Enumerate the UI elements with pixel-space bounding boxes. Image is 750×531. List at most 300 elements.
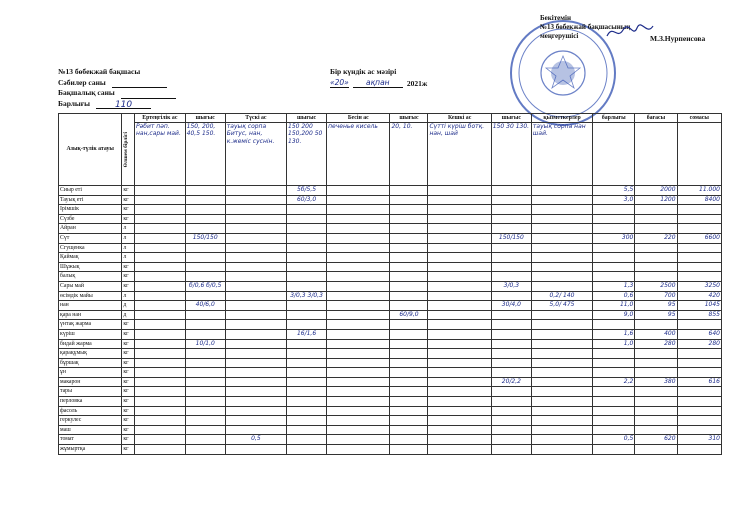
product-name: Сүзбе	[59, 214, 122, 224]
meal-cell	[491, 339, 531, 349]
meal-cell	[135, 435, 186, 445]
meal-cell	[225, 301, 286, 311]
unit-cell: л	[122, 291, 135, 301]
date-year: 2021ж	[406, 79, 428, 88]
meal-cell	[390, 368, 428, 378]
table-row	[59, 224, 722, 234]
sum-cell: 8400	[677, 195, 721, 205]
meal-cell	[531, 339, 592, 349]
unit-cell: кг	[122, 272, 135, 282]
meal-cell	[428, 233, 491, 243]
sum-cell	[677, 243, 721, 253]
price-cell	[635, 358, 677, 368]
meal-cell: 60/9,0	[390, 310, 428, 320]
meal-cell	[531, 377, 592, 387]
meal-cell	[225, 224, 286, 234]
price-cell	[635, 416, 677, 426]
price-cell	[635, 224, 677, 234]
price-cell	[635, 253, 677, 263]
product-name: жұмыртқа	[59, 445, 122, 455]
meal-cell	[390, 214, 428, 224]
meal-cell	[428, 358, 491, 368]
meal-cell	[135, 320, 186, 330]
meal-cell	[491, 406, 531, 416]
meal-cell	[225, 233, 286, 243]
meal-cell	[531, 368, 592, 378]
price-cell: 380	[635, 377, 677, 387]
meal-cell	[327, 445, 390, 455]
product-name: Тауық еті	[59, 195, 122, 205]
table-row	[59, 214, 722, 224]
product-name: тары	[59, 387, 122, 397]
unit-cell: кг	[122, 329, 135, 339]
meal-cell	[428, 368, 491, 378]
meal-cell	[491, 186, 531, 196]
product-name: бидай жарма	[59, 339, 122, 349]
price-cell: 2000	[635, 186, 677, 196]
dish-price-blank	[635, 123, 677, 186]
meal-cell	[491, 349, 531, 359]
meal-cell	[428, 435, 491, 445]
total-cell	[593, 397, 635, 407]
meal-cell	[135, 349, 186, 359]
meal-cell	[531, 320, 592, 330]
unit-cell: кг	[122, 358, 135, 368]
meal-cell	[491, 445, 531, 455]
total-cell	[593, 387, 635, 397]
sum-cell	[677, 349, 721, 359]
meal-cell	[491, 435, 531, 445]
price-cell	[635, 425, 677, 435]
meal-cell	[531, 329, 592, 339]
total-cell: 1,6	[593, 329, 635, 339]
group-count-line	[112, 79, 167, 88]
meal-cell	[327, 301, 390, 311]
group-count-label: Сәбилер саны	[58, 77, 106, 87]
meal-cell	[531, 406, 592, 416]
meal-cell	[491, 291, 531, 301]
meal-cell	[491, 425, 531, 435]
meal-cell	[135, 397, 186, 407]
unit-cell: кг	[122, 262, 135, 272]
meal-cell	[185, 262, 225, 272]
meal-cell	[491, 310, 531, 320]
meal-cell	[287, 243, 327, 253]
meal-cell	[287, 406, 327, 416]
meal-cell	[135, 233, 186, 243]
meal-cell	[185, 406, 225, 416]
meal-cell	[327, 262, 390, 272]
price-cell	[635, 243, 677, 253]
price-cell: 400	[635, 329, 677, 339]
total-cell	[593, 262, 635, 272]
meal-cell	[185, 195, 225, 205]
total-cell	[593, 406, 635, 416]
meal-cell	[390, 205, 428, 215]
col-header-unit-text: Өлшем бірлігі	[123, 131, 130, 168]
price-cell	[635, 445, 677, 455]
price-cell	[635, 262, 677, 272]
meal-cell	[185, 329, 225, 339]
meal-cell	[428, 425, 491, 435]
meal-cell	[491, 205, 531, 215]
table-row	[59, 253, 722, 263]
meal-cell	[428, 262, 491, 272]
meal-cell	[531, 233, 592, 243]
col-header-price: бағасы	[635, 114, 677, 123]
meal-cell	[428, 224, 491, 234]
price-cell	[635, 205, 677, 215]
product-name: Сары май	[59, 281, 122, 291]
sum-cell	[677, 406, 721, 416]
meal-cell	[287, 301, 327, 311]
meal-cell	[531, 425, 592, 435]
dish-total-blank	[593, 123, 635, 186]
meal-cell: 20/2,2	[491, 377, 531, 387]
meal-cell	[225, 320, 286, 330]
meal-cell	[531, 224, 592, 234]
dish-breakfast: Рәбит пәп. нан,сары май.	[135, 123, 186, 186]
price-cell: 95	[635, 301, 677, 311]
meal-cell	[287, 310, 327, 320]
meal-cell	[327, 349, 390, 359]
total-cell: 5,5	[593, 186, 635, 196]
meal-cell: 40/6,0	[185, 301, 225, 311]
meal-cell	[428, 387, 491, 397]
meal-cell	[390, 329, 428, 339]
meal-cell	[185, 358, 225, 368]
total-cell: 1,0	[593, 339, 635, 349]
date-day: «20»	[330, 78, 349, 87]
price-cell	[635, 349, 677, 359]
col-header-staff: қызметкерлер	[531, 114, 592, 123]
dish-snack-out: 20, 10.	[390, 123, 428, 186]
meal-cell: 5б/5,5	[287, 186, 327, 196]
meal-cell	[390, 397, 428, 407]
meal-cell	[225, 329, 286, 339]
meal-cell	[135, 243, 186, 253]
meal-cell	[135, 368, 186, 378]
meal-cell	[225, 416, 286, 426]
product-name: қарақұмық	[59, 349, 122, 359]
meal-cell	[327, 272, 390, 282]
unit-cell: л	[122, 243, 135, 253]
meal-cell	[428, 406, 491, 416]
table-row	[59, 205, 722, 215]
unit-cell: д	[122, 301, 135, 311]
table-row	[59, 195, 722, 205]
sum-cell: 1045	[677, 301, 721, 311]
unit-cell: кг	[122, 416, 135, 426]
meal-cell	[135, 425, 186, 435]
total-cell: 2,2	[593, 377, 635, 387]
unit-cell: л	[122, 224, 135, 234]
meal-cell	[185, 243, 225, 253]
total-cell: 0,6	[593, 291, 635, 301]
table-row	[59, 291, 722, 301]
product-name: Ірімшік	[59, 205, 122, 215]
table-row	[59, 281, 722, 291]
table-row	[59, 339, 722, 349]
meal-cell	[390, 243, 428, 253]
meal-cell	[531, 272, 592, 282]
total-cell: 11,0	[593, 301, 635, 311]
meal-cell	[491, 253, 531, 263]
product-name: Айран	[59, 224, 122, 234]
unit-cell: кг	[122, 205, 135, 215]
meal-cell	[185, 205, 225, 215]
product-name: үнтақ жарма	[59, 320, 122, 330]
table-row	[59, 406, 722, 416]
meal-cell	[327, 377, 390, 387]
meal-cell	[327, 186, 390, 196]
table-row	[59, 243, 722, 253]
unit-cell: кг	[122, 339, 135, 349]
meal-cell	[531, 214, 592, 224]
meal-cell	[491, 224, 531, 234]
meal-cell	[327, 205, 390, 215]
meal-cell	[327, 397, 390, 407]
meal-cell	[428, 291, 491, 301]
meal-cell	[491, 329, 531, 339]
total-cell: 9,0	[593, 310, 635, 320]
meal-cell: 150/150	[185, 233, 225, 243]
signature-icon	[605, 22, 655, 42]
sum-cell	[677, 416, 721, 426]
meal-cell	[225, 262, 286, 272]
table-row	[59, 435, 722, 445]
date-month: ақпан	[353, 78, 403, 88]
meal-cell	[491, 243, 531, 253]
table-row	[59, 377, 722, 387]
meal-cell	[531, 186, 592, 196]
dish-lunch: тауық сорпа Битус, нан, к.жеміс суснін.	[225, 123, 286, 186]
table-row	[59, 349, 722, 359]
meal-cell	[327, 195, 390, 205]
meal-cell	[225, 377, 286, 387]
kids-count-label: Бақшалық саны	[58, 88, 115, 97]
meal-cell	[135, 358, 186, 368]
unit-cell: кг	[122, 214, 135, 224]
total-cell: 0,5	[593, 435, 635, 445]
meal-cell	[225, 387, 286, 397]
meal-cell	[185, 310, 225, 320]
price-cell: 2500	[635, 281, 677, 291]
sum-cell	[677, 358, 721, 368]
total-cell	[593, 272, 635, 282]
product-name: маш	[59, 425, 122, 435]
table-body	[59, 186, 722, 455]
meal-cell	[185, 320, 225, 330]
price-cell	[635, 272, 677, 282]
meal-cell	[390, 233, 428, 243]
meal-cell	[225, 291, 286, 301]
price-cell	[635, 406, 677, 416]
product-name: Сүт	[59, 233, 122, 243]
col-header-out-2: шығыс	[287, 114, 327, 123]
meal-cell	[327, 368, 390, 378]
table-row	[59, 416, 722, 426]
approval-line-1: Бекітемін	[540, 14, 572, 22]
meal-cell	[135, 291, 186, 301]
unit-cell: кг	[122, 445, 135, 455]
meal-cell	[428, 445, 491, 455]
meal-cell	[135, 253, 186, 263]
meal-cell	[225, 253, 286, 263]
meal-cell	[225, 214, 286, 224]
col-header-breakfast: Ертеңгілік ас	[135, 114, 186, 123]
sum-cell	[677, 272, 721, 282]
meal-cell	[531, 205, 592, 215]
meal-cell	[225, 406, 286, 416]
meal-cell	[135, 195, 186, 205]
col-header-lunch: Түскі ас	[225, 114, 286, 123]
product-name: балық	[59, 272, 122, 282]
meal-cell	[327, 329, 390, 339]
meal-cell	[135, 262, 186, 272]
table-row	[59, 368, 722, 378]
meal-cell	[428, 243, 491, 253]
table-row	[59, 301, 722, 311]
meal-cell	[327, 358, 390, 368]
product-name: Қаймақ	[59, 253, 122, 263]
meal-cell	[287, 435, 327, 445]
total-cell	[593, 205, 635, 215]
unit-cell: кг	[122, 397, 135, 407]
price-cell	[635, 387, 677, 397]
meal-cell	[491, 320, 531, 330]
sum-cell: 280	[677, 339, 721, 349]
meal-cell	[327, 253, 390, 263]
product-name: Сгущенка	[59, 243, 122, 253]
menu-title: Бір күндік ас мәзірі	[330, 67, 397, 76]
meal-cell	[287, 358, 327, 368]
meal-cell	[225, 243, 286, 253]
meal-cell	[491, 387, 531, 397]
table-row	[59, 358, 722, 368]
meal-cell	[428, 301, 491, 311]
unit-cell: кг	[122, 281, 135, 291]
dish-row	[59, 123, 722, 186]
table-row	[59, 272, 722, 282]
meal-cell: б/0,6 б/0,5	[185, 281, 225, 291]
total-cell: 3,0	[593, 195, 635, 205]
unit-cell: кг	[122, 320, 135, 330]
meal-cell	[491, 397, 531, 407]
total-cell	[593, 214, 635, 224]
meal-cell	[491, 195, 531, 205]
meal-cell	[428, 397, 491, 407]
col-header-sum: сомасы	[677, 114, 721, 123]
meal-cell	[531, 243, 592, 253]
sum-cell: 3250	[677, 281, 721, 291]
dish-sum-blank	[677, 123, 721, 186]
meal-cell	[135, 310, 186, 320]
total-cell: 1,3	[593, 281, 635, 291]
price-cell: 620	[635, 435, 677, 445]
dish-snack: печенье кисель	[327, 123, 390, 186]
price-cell	[635, 368, 677, 378]
meal-cell	[185, 387, 225, 397]
meal-cell: 3/0,3	[491, 281, 531, 291]
meal-cell	[390, 435, 428, 445]
price-cell: 700	[635, 291, 677, 301]
meal-cell	[327, 320, 390, 330]
price-cell	[635, 397, 677, 407]
price-cell: 95	[635, 310, 677, 320]
table-row	[59, 387, 722, 397]
meal-cell: 16/1,6	[287, 329, 327, 339]
meal-cell	[327, 233, 390, 243]
table-row	[59, 310, 722, 320]
total-cell: 300	[593, 233, 635, 243]
meal-cell	[491, 368, 531, 378]
meal-cell	[390, 416, 428, 426]
price-cell: 280	[635, 339, 677, 349]
meal-cell	[491, 214, 531, 224]
meal-cell	[287, 214, 327, 224]
unit-cell: л	[122, 233, 135, 243]
unit-cell: кг	[122, 406, 135, 416]
unit-cell: д	[122, 310, 135, 320]
meal-cell: 60/3,0	[287, 195, 327, 205]
product-name: томат	[59, 435, 122, 445]
meal-cell	[327, 224, 390, 234]
meal-cell	[390, 387, 428, 397]
total-cell	[593, 224, 635, 234]
meal-cell	[531, 387, 592, 397]
meal-cell	[390, 445, 428, 455]
meal-cell	[287, 339, 327, 349]
approval-line-2: №13 бөбекжай бақшасының	[540, 23, 631, 31]
meal-cell	[225, 272, 286, 282]
total-label: Барлығы	[58, 98, 91, 108]
meal-cell	[185, 291, 225, 301]
meal-cell	[491, 358, 531, 368]
meal-cell	[390, 406, 428, 416]
unit-cell: кг	[122, 195, 135, 205]
total-cell	[593, 368, 635, 378]
sum-cell	[677, 262, 721, 272]
meal-cell	[185, 377, 225, 387]
product-name: ұн	[59, 368, 122, 378]
meal-cell	[287, 377, 327, 387]
product-name: макарон	[59, 377, 122, 387]
sum-cell	[677, 214, 721, 224]
unit-cell: кг	[122, 387, 135, 397]
meal-cell: 0,5	[225, 435, 286, 445]
meal-cell	[327, 243, 390, 253]
meal-cell	[287, 320, 327, 330]
col-header-unit	[122, 114, 135, 186]
kindergarten-name: №13 бөбекжай бақшасы	[58, 67, 141, 76]
meal-cell	[287, 224, 327, 234]
meal-cell	[531, 281, 592, 291]
meal-cell: 150/150	[491, 233, 531, 243]
meal-cell	[390, 281, 428, 291]
total-cell	[593, 320, 635, 330]
col-header-out-3: шығыс	[390, 114, 428, 123]
meal-cell	[531, 262, 592, 272]
meal-cell	[327, 291, 390, 301]
meal-cell	[390, 272, 428, 282]
sum-cell	[677, 205, 721, 215]
meal-cell	[185, 416, 225, 426]
meal-cell	[135, 377, 186, 387]
meal-cell	[225, 186, 286, 196]
meal-cell	[225, 397, 286, 407]
col-header-total: барлығы	[593, 114, 635, 123]
